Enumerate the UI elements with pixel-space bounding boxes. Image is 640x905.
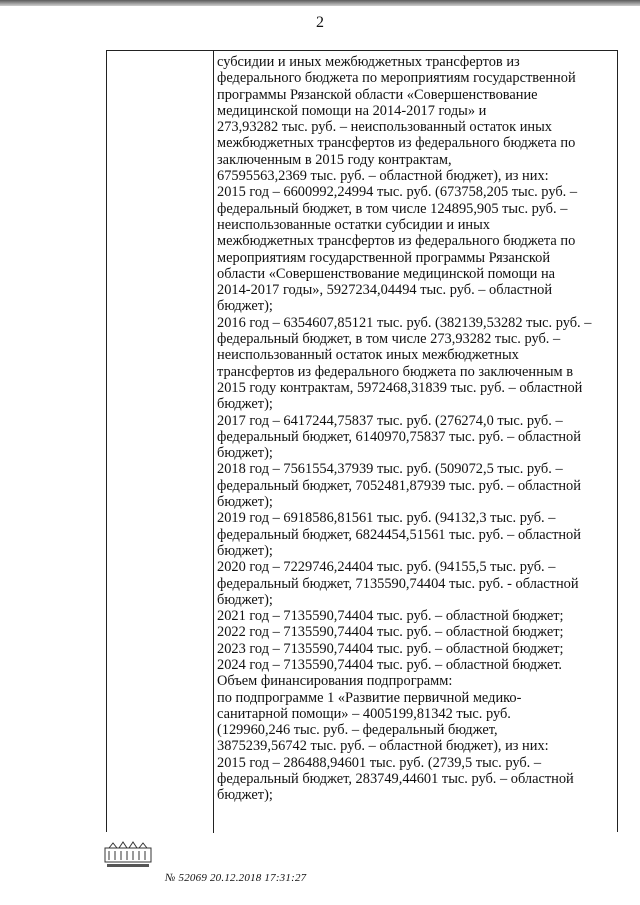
text-line: межбюджетных трансфертов из федерального бюджета по — [217, 233, 576, 250]
text-line: программы Рязанской области «Совершенствование — [217, 86, 538, 103]
scan-top-edge — [0, 0, 640, 6]
text-line: 2024 год – 7135590,74404 тыс. руб. – областной бюджет. — [217, 656, 563, 673]
text-line: 2023 год – 7135590,74404 тыс. руб. – областной бюджет; — [217, 640, 564, 657]
text-line: по подпрограмме 1 «Развитие первичной медико- — [217, 689, 522, 706]
text-line: 2015 год – 6600992,24994 тыс. руб. (673758,205 тыс. руб. – — [217, 184, 578, 201]
text-line: 2015 год – 286488,94601 тыс. руб. (2739,5 тыс. руб. – — [217, 754, 542, 771]
column-divider — [213, 51, 214, 833]
text-line: межбюджетных трансфертов из федерального бюджета по — [217, 135, 576, 152]
text-line: неиспользованные остатки субсидии и иных — [217, 216, 490, 233]
document-registration-stamp: № 52069 20.12.2018 17:31:27 — [165, 872, 307, 884]
text-line: федеральный бюджет, 7052481,87939 тыс. руб. – областной — [217, 477, 581, 494]
page-number: 2 — [316, 14, 324, 31]
text-line: федерального бюджета по мероприятиям государственной — [217, 70, 576, 87]
text-line: субсидии и иных межбюджетных трансфертов из — [217, 54, 520, 70]
text-line: медицинской помощи на 2014-2017 годы» и — [217, 102, 487, 119]
text-line: 2018 год – 7561554,37939 тыс. руб. (509072,5 тыс. руб. – — [217, 461, 563, 478]
text-line: 273,93282 тыс. руб. – неиспользованный остаток иных — [217, 119, 552, 136]
text-line: бюджет); — [217, 445, 273, 462]
text-line: Объем финансирования подпрограмм: — [217, 673, 453, 690]
funding-text-cell — [217, 54, 611, 804]
text-line: санитарной помощи» – 4005199,81342 тыс. руб. — [217, 705, 511, 722]
text-line: мероприятиям государственной программы Рязанской — [217, 249, 551, 266]
text-line: заключенным в 2015 году контрактам, — [217, 151, 452, 168]
text-line: 67595563,2369 тыс. руб. – областной бюджет), из них: — [217, 168, 549, 185]
text-line: 2021 год – 7135590,74404 тыс. руб. – областной бюджет; — [217, 608, 564, 625]
text-line: области «Совершенствование медицинской помощи на — [217, 265, 556, 282]
text-line: 2020 год – 7229746,24404 тыс. руб. (94155,5 тыс. руб. – — [217, 559, 556, 576]
text-line: федеральный бюджет, 7135590,74404 тыс. руб. - областной — [217, 575, 579, 592]
text-line: бюджет); — [217, 787, 273, 804]
text-line: федеральный бюджет, 6140970,75837 тыс. руб. – областной — [217, 428, 581, 445]
text-line: федеральный бюджет, в том числе 124895,905 тыс. руб. – — [217, 200, 568, 217]
text-line: бюджет); — [217, 298, 273, 315]
text-line: неиспользованный остаток иных межбюджетных — [217, 347, 519, 364]
text-line: бюджет); — [217, 494, 273, 511]
text-line: бюджет); — [217, 396, 273, 413]
text-line: 2015 году контрактам, 5972468,31839 тыс. руб. – областной — [217, 379, 583, 396]
text-line: федеральный бюджет, 6824454,51561 тыс. руб. – областной — [217, 526, 581, 543]
text-line: федеральный бюджет, 283749,44601 тыс. руб. – областной — [217, 771, 574, 788]
text-line: (129960,246 тыс. руб. – федеральный бюджет, — [217, 722, 498, 739]
text-line: бюджет); — [217, 591, 273, 608]
text-line: 2017 год – 6417244,75837 тыс. руб. (276274,0 тыс. руб. – — [217, 412, 563, 429]
coat-of-arms-emblem-icon — [103, 840, 153, 870]
text-line: 2014-2017 годы», 5927234,04494 тыс. руб. – областной — [217, 282, 553, 299]
text-line: 3875239,56742 тыс. руб. – областной бюджет), из них: — [217, 738, 549, 755]
text-line: 2016 год – 6354607,85121 тыс. руб. (382139,53282 тыс. руб. – — [217, 314, 592, 331]
text-line: федеральный бюджет, в том числе 273,93282 тыс. руб. – — [217, 331, 561, 348]
funding-table — [106, 50, 618, 832]
text-line: трансфертов из федерального бюджета по заключенным в — [217, 363, 574, 380]
text-line: 2019 год – 6918586,81561 тыс. руб. (94132,3 тыс. руб. – — [217, 510, 556, 527]
text-line: 2022 год – 7135590,74404 тыс. руб. – областной бюджет; — [217, 624, 564, 641]
text-line: бюджет); — [217, 542, 273, 559]
